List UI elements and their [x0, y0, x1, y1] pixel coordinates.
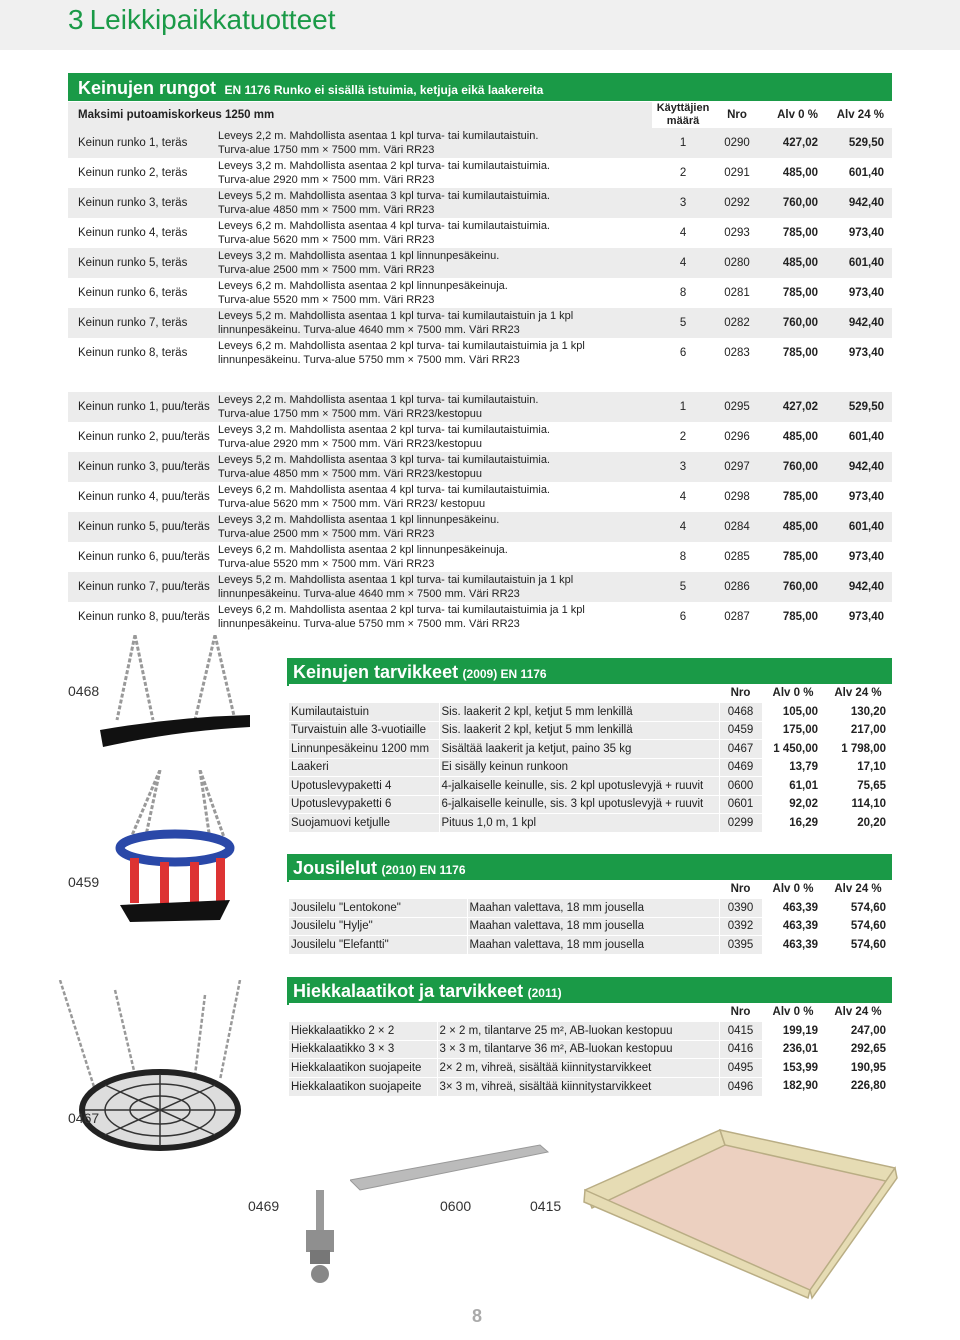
bearing-illustration: [300, 1190, 340, 1290]
frame-price-alv24: 973,40: [848, 551, 884, 563]
frame-users: 1: [679, 137, 687, 149]
frame-name: Keinun runko 6, teräs: [78, 287, 188, 299]
steel-frames-header-row: [68, 102, 892, 128]
frame-name: Keinun runko 8, puu/teräs: [78, 611, 210, 623]
springs-header-title: Jousilelut: [293, 858, 378, 878]
product-description: 6-jalkaiselle keinulle, sis. 3 kpl upotuslevyjä + ruuvit: [439, 795, 719, 814]
product-row: [289, 936, 892, 955]
frame-desc-line1: Leveys 2,2 m. Mahdollista asentaa 1 kpl turva- tai kumilautaistuin.: [218, 130, 539, 142]
product-price-alv0: 13,79: [762, 758, 824, 777]
product-price-alv0: 175,00: [762, 721, 824, 740]
product-price-alv24: 574,60: [824, 917, 892, 936]
frame-price-alv0: 760,00: [782, 461, 818, 473]
frame-desc-line2: Turva-alue 1750 mm × 7500 mm. Väri RR23: [218, 144, 435, 156]
product-name: Linnunpesäkeinu 1200 mm: [289, 740, 439, 759]
frame-row: [68, 248, 892, 278]
product-row: [289, 1022, 892, 1041]
accessories-header-note: (2009) EN 1176: [462, 667, 547, 681]
springs-header-row: [289, 880, 892, 899]
frame-desc-line1: Leveys 5,2 m. Mahdollista asentaa 1 kpl turva- tai kumilautaistuin ja 1 kpl: [218, 310, 574, 322]
frame-price-alv0: 760,00: [782, 581, 818, 593]
section-number: 3: [68, 4, 84, 35]
product-name: Upotuslevypaketti 4: [289, 777, 439, 796]
code-0600: 0600: [440, 1198, 472, 1214]
frame-description: [218, 512, 652, 542]
sandboxes-header-row: [289, 1003, 892, 1022]
code-0469: 0469: [248, 1198, 280, 1214]
springs-table: [289, 880, 893, 954]
product-description: Sis. laakerit 2 kpl, ketjut 5 mm lenkillä: [439, 703, 719, 722]
frame-description: [218, 542, 652, 572]
frame-desc-line2: Turva-alue 1750 mm × 7500 mm. Väri RR23/kestopuu: [218, 408, 483, 420]
frame-desc-line2: Turva-alue 2500 mm × 7500 mm. Väri RR23: [218, 528, 435, 540]
frame-desc-line1: Leveys 3,2 m. Mahdollista asentaa 1 kpl linnunpesäkeinu.: [218, 250, 500, 262]
frame-desc-line2: Turva-alue 2500 mm × 7500 mm. Väri RR23: [218, 264, 435, 276]
frame-row: [68, 278, 892, 308]
col-users: Käyttäjien määrä: [652, 102, 714, 128]
frame-name: Keinun runko 7, teräs: [78, 317, 188, 329]
product-row: [289, 703, 892, 722]
frame-users: 4: [679, 521, 687, 533]
product-name: Suojamuovi ketjulle: [289, 814, 439, 833]
product-row: [289, 758, 892, 777]
frame-nro: 0295: [724, 401, 750, 413]
frame-name: Keinun runko 3, teräs: [78, 197, 188, 209]
product-description: Sis. laakerit 2 kpl, ketjut 5 mm lenkillä: [439, 721, 719, 740]
product-name: Laakeri: [289, 758, 439, 777]
product-price-alv24: 217,00: [824, 721, 892, 740]
product-description: Maahan valettava, 18 mm jousella: [467, 899, 719, 918]
toddler-seat-illustration: [100, 770, 250, 930]
frame-price-alv0: 785,00: [782, 551, 818, 563]
frame-name: Keinun runko 4, teräs: [78, 227, 188, 239]
frame-row: [68, 572, 892, 602]
steel-frames-table: [68, 102, 892, 368]
product-price-alv0: 105,00: [762, 703, 824, 722]
frame-users: 5: [679, 317, 687, 329]
frame-desc-line2: linnunpesäkeinu. Turva-alue 5750 mm × 7500 mm. Väri RR23: [218, 618, 520, 630]
frame-price-alv24: 942,40: [848, 581, 884, 593]
frame-name: Keinun runko 2, teräs: [78, 167, 188, 179]
frame-desc-line1: Leveys 5,2 m. Mahdollista asentaa 3 kpl turva- tai kumilautaistuimia.: [218, 190, 550, 202]
frame-price-alv24: 601,40: [848, 431, 884, 443]
product-price-alv24: 247,00: [824, 1022, 892, 1041]
product-price-alv0: 463,39: [762, 936, 824, 955]
frame-row: [68, 308, 892, 338]
frame-row: [68, 128, 892, 158]
spr-col-alv0: Alv 0 %: [762, 880, 824, 899]
product-row: [289, 1040, 892, 1059]
frame-description: [218, 128, 652, 158]
frame-nro: 0293: [724, 227, 750, 239]
acc-col-alv24: Alv 24 %: [824, 684, 892, 703]
frame-price-alv0: 785,00: [782, 347, 819, 359]
frame-desc-line1: Leveys 2,2 m. Mahdollista asentaa 1 kpl turva- tai kumilautaistuin.: [218, 394, 539, 406]
product-name: Kumilautaistuin: [289, 703, 439, 722]
swing-seat-illustration: [95, 635, 255, 755]
product-description: Maahan valettava, 18 mm jousella: [467, 917, 719, 936]
frame-desc-line2: linnunpesäkeinu. Turva-alue 4640 mm × 7500 mm. Väri RR23: [218, 588, 520, 600]
product-row: [289, 777, 892, 796]
product-name: Turvaistuin alle 3-vuotiaille: [289, 721, 439, 740]
product-description: 2× 2 m, vihreä, sisältää kiinnitystarvikkeet: [437, 1059, 719, 1078]
frame-row: [68, 188, 892, 218]
frame-desc-line1: Leveys 6,2 m. Mahdollista asentaa 4 kpl turva- tai kumilautaistuimia.: [218, 220, 550, 232]
frame-name: Keinun runko 4, puu/teräs: [78, 491, 210, 503]
frame-description: [218, 422, 652, 452]
product-nro: 0299: [719, 814, 762, 833]
frame-desc-line1: Leveys 5,2 m. Mahdollista asentaa 3 kpl turva- tai kumilautaistuimia.: [218, 454, 550, 466]
product-price-alv0: 236,01: [762, 1040, 824, 1059]
product-nro: 0601: [719, 795, 762, 814]
frame-price-alv24: 942,40: [848, 317, 885, 329]
product-name: Jousilelu "Hylje": [289, 917, 467, 936]
product-row: [289, 917, 892, 936]
sandboxes-table: [289, 1003, 893, 1096]
frame-users: 2: [679, 167, 687, 179]
product-nro: 0600: [719, 777, 762, 796]
frame-price-alv24: 973,40: [848, 227, 885, 239]
product-row: [289, 1077, 892, 1096]
product-description: Sisältää laakerit ja ketjut, paino 35 kg: [439, 740, 719, 759]
product-nro: 0496: [719, 1077, 762, 1096]
sand-col-nro: Nro: [719, 1003, 762, 1022]
frame-desc-line2: Turva-alue 4850 mm × 7500 mm. Väri RR23: [218, 204, 435, 216]
frame-price-alv24: 601,40: [848, 521, 884, 533]
frame-price-alv24: 942,40: [848, 197, 885, 209]
frame-nro: 0290: [724, 137, 750, 149]
frame-price-alv24: 973,40: [848, 347, 885, 359]
sand-col-alv24: Alv 24 %: [824, 1003, 892, 1022]
acc-col-nro: Nro: [719, 684, 762, 703]
product-price-alv24: 17,10: [824, 758, 892, 777]
product-row: [289, 795, 892, 814]
frame-price-alv0: 785,00: [782, 491, 818, 503]
sand-col-alv0: Alv 0 %: [762, 1003, 824, 1022]
frame-nro: 0282: [724, 317, 750, 329]
frame-price-alv24: 973,40: [848, 491, 884, 503]
springs-header-note: (2010) EN 1176: [381, 863, 466, 877]
sandbox-illustration: [570, 1120, 900, 1300]
product-price-alv0: 61,01: [762, 777, 824, 796]
frame-users: 6: [679, 611, 687, 623]
frame-desc-line1: Leveys 3,2 m. Mahdollista asentaa 1 kpl linnunpesäkeinu.: [218, 514, 500, 526]
frame-price-alv0: 485,00: [782, 257, 819, 269]
frame-users: 4: [679, 491, 687, 503]
frame-price-alv0: 427,02: [782, 137, 819, 149]
frames-header-title: Keinujen rungot: [78, 78, 216, 98]
product-name: Upotuslevypaketti 6: [289, 795, 439, 814]
frame-price-alv0: 785,00: [782, 287, 819, 299]
frame-nro: 0297: [724, 461, 750, 473]
accessories-header-title: Keinujen tarvikkeet: [293, 662, 459, 682]
frame-price-alv0: 785,00: [782, 227, 819, 239]
frame-desc-line2: Turva-alue 5620 mm × 7500 mm. Väri RR23/ kestopuu: [218, 498, 486, 510]
frame-users: 8: [679, 551, 687, 563]
product-description: Maahan valettava, 18 mm jousella: [467, 936, 719, 955]
frame-description: [218, 278, 652, 308]
code-0467: 0467: [68, 1110, 100, 1126]
frame-row: [68, 512, 892, 542]
frame-desc-line2: Turva-alue 2920 mm × 7500 mm. Väri RR23: [218, 174, 435, 186]
product-nro: 0495: [719, 1059, 762, 1078]
spr-col-nro: Nro: [719, 880, 762, 899]
product-price-alv0: 199,19: [762, 1022, 824, 1041]
product-row: [289, 1059, 892, 1078]
product-name: Jousilelu "Elefantti": [289, 936, 467, 955]
acc-col-alv0: Alv 0 %: [762, 684, 824, 703]
product-nro: 0390: [719, 899, 762, 918]
frame-price-alv0: 760,00: [782, 197, 819, 209]
product-price-alv0: 182,90: [762, 1077, 824, 1096]
frame-name: Keinun runko 1, teräs: [78, 137, 188, 149]
product-nro: 0459: [719, 721, 762, 740]
frame-nro: 0298: [724, 491, 750, 503]
spr-col-alv24: Alv 24 %: [824, 880, 892, 899]
product-nro: 0392: [719, 917, 762, 936]
code-0459: 0459: [68, 874, 100, 890]
accessories-header-row: [289, 684, 892, 703]
sandboxes-header-title: Hiekkalaatikot ja tarvikkeet: [293, 981, 524, 1001]
frame-price-alv24: 529,50: [848, 401, 884, 413]
product-nro: 0469: [719, 758, 762, 777]
frame-row: [68, 422, 892, 452]
section-title: Leikkipaikkatuotteet: [89, 4, 336, 35]
product-price-alv0: 16,29: [762, 814, 824, 833]
frame-nro: 0287: [724, 611, 750, 623]
frame-users: 3: [679, 461, 687, 473]
frame-description: [218, 188, 652, 218]
frame-row: [68, 602, 892, 632]
frame-users: 4: [679, 227, 687, 239]
product-name: Hiekkalaatikon suojapeite: [289, 1077, 437, 1096]
frame-price-alv24: 601,40: [848, 257, 885, 269]
frame-nro: 0291: [724, 167, 750, 179]
frame-description: [218, 452, 652, 482]
frame-name: Keinun runko 5, puu/teräs: [78, 521, 210, 533]
frame-desc-line2: Turva-alue 5620 mm × 7500 mm. Väri RR23: [218, 234, 435, 246]
product-name: Jousilelu "Lentokone": [289, 899, 467, 918]
frame-description: [218, 338, 652, 368]
code-0468: 0468: [68, 683, 100, 699]
frame-name: Keinun runko 2, puu/teräs: [78, 431, 210, 443]
frame-desc-line1: Leveys 5,2 m. Mahdollista asentaa 1 kpl turva- tai kumilautaistuin ja 1 kpl: [218, 574, 574, 586]
frame-description: [218, 482, 652, 512]
product-price-alv24: 292,65: [824, 1040, 892, 1059]
frame-price-alv24: 973,40: [848, 611, 884, 623]
frame-users: 6: [679, 347, 687, 359]
frame-desc-line1: Leveys 3,2 m. Mahdollista asentaa 2 kpl turva- tai kumilautaistuimia.: [218, 424, 550, 436]
nest-swing-illustration: [55, 980, 255, 1160]
frame-row: [68, 542, 892, 572]
frame-users: 2: [679, 431, 687, 443]
frame-name: Keinun runko 1, puu/teräs: [78, 401, 210, 413]
frame-nro: 0292: [724, 197, 750, 209]
frame-nro: 0296: [724, 431, 750, 443]
frame-desc-line2: linnunpesäkeinu. Turva-alue 4640 mm × 7500 mm. Väri RR23: [218, 324, 520, 336]
product-description: 3× 3 m, vihreä, sisältää kiinnitystarvikkeet: [437, 1077, 719, 1096]
product-description: 4-jalkaiselle keinulle, sis. 2 kpl upotuslevyjä + ruuvit: [439, 777, 719, 796]
product-description: Ei sisälly keinun runkoon: [439, 758, 719, 777]
frame-row: [68, 482, 892, 512]
frame-desc-line2: Turva-alue 4850 mm × 7500 mm. Väri RR23/kestopuu: [218, 468, 483, 480]
frame-row: [68, 392, 892, 422]
frame-row: [68, 158, 892, 188]
page-title: [68, 4, 336, 36]
accessories-header: [287, 658, 892, 686]
frame-description: [218, 602, 652, 632]
frame-users: 5: [679, 581, 687, 593]
frame-description: [218, 248, 652, 278]
product-name: Hiekkalaatikon suojapeite: [289, 1059, 437, 1078]
frame-nro: 0280: [724, 257, 750, 269]
product-row: [289, 814, 892, 833]
col-alv0: Alv 0 %: [760, 102, 826, 128]
frame-price-alv24: 529,50: [848, 137, 885, 149]
max-height-label: Maksimi putoamiskorkeus 1250 mm: [78, 109, 275, 121]
frame-nro: 0286: [724, 581, 750, 593]
frame-desc-line1: Leveys 6,2 m. Mahdollista asentaa 4 kpl turva- tai kumilautaistuimia.: [218, 484, 550, 496]
frame-users: 4: [679, 257, 687, 269]
frame-desc-line2: Turva-alue 5520 mm × 7500 mm. Väri RR23: [218, 558, 435, 570]
frame-row: [68, 218, 892, 248]
frame-desc-line1: Leveys 6,2 m. Mahdollista asentaa 2 kpl linnunpesäkeinuja.: [218, 280, 508, 292]
anchor-plate-illustration: [350, 1140, 550, 1200]
frame-price-alv0: 427,02: [782, 401, 818, 413]
wood-frames-table: [68, 392, 892, 632]
frame-name: Keinun runko 3, puu/teräs: [78, 461, 210, 473]
frame-name: Keinun runko 6, puu/teräs: [78, 551, 210, 563]
springs-header: [287, 854, 892, 882]
sandboxes-header: [287, 977, 892, 1005]
frame-price-alv24: 973,40: [848, 287, 885, 299]
product-name: Hiekkalaatikko 3 × 3: [289, 1040, 437, 1059]
frame-description: [218, 308, 652, 338]
product-price-alv24: 114,10: [824, 795, 892, 814]
frame-users: 8: [679, 287, 687, 299]
product-price-alv24: 130,20: [824, 703, 892, 722]
product-price-alv0: 153,99: [762, 1059, 824, 1078]
frame-price-alv0: 785,00: [782, 611, 818, 623]
product-row: [289, 721, 892, 740]
col-nro: Nro: [714, 102, 760, 128]
product-price-alv0: 92,02: [762, 795, 824, 814]
frame-price-alv0: 485,00: [782, 431, 818, 443]
frame-description: [218, 158, 652, 188]
product-price-alv0: 463,39: [762, 899, 824, 918]
frame-price-alv24: 942,40: [848, 461, 884, 473]
sandboxes-header-note: (2011): [527, 986, 562, 1000]
frame-name: Keinun runko 8, teräs: [78, 347, 188, 359]
code-0415: 0415: [530, 1198, 562, 1214]
product-nro: 0415: [719, 1022, 762, 1041]
accessories-table: [289, 684, 893, 832]
product-price-alv24: 574,60: [824, 899, 892, 918]
frame-desc-line2: linnunpesäkeinu. Turva-alue 5750 mm × 7500 mm. Väri RR23: [218, 354, 520, 366]
frames-header: [68, 73, 892, 101]
product-row: [289, 740, 892, 759]
frame-description: [218, 572, 652, 602]
product-price-alv24: 226,80: [824, 1077, 892, 1096]
page-number: 8: [472, 1306, 483, 1326]
frame-row: [68, 452, 892, 482]
product-price-alv24: 1 798,00: [824, 740, 892, 759]
frame-price-alv0: 485,00: [782, 167, 819, 179]
product-price-alv0: 1 450,00: [762, 740, 824, 759]
frame-desc-line1: Leveys 6,2 m. Mahdollista asentaa 2 kpl turva- tai kumilautaistuimia ja 1 kpl: [218, 604, 585, 616]
frame-nro: 0284: [724, 521, 750, 533]
frame-price-alv0: 485,00: [782, 521, 818, 533]
frame-desc-line2: Turva-alue 2920 mm × 7500 mm. Väri RR23/kestopuu: [218, 438, 483, 450]
frame-nro: 0285: [724, 551, 750, 563]
frame-desc-line1: Leveys 6,2 m. Mahdollista asentaa 2 kpl linnunpesäkeinuja.: [218, 544, 508, 556]
frame-price-alv0: 760,00: [782, 317, 819, 329]
product-nro: 0395: [719, 936, 762, 955]
frames-header-note: EN 1176 Runko ei sisällä istuimia, ketjuja eikä laakereita: [224, 83, 544, 97]
frame-description: [218, 218, 652, 248]
frame-name: Keinun runko 5, teräs: [78, 257, 188, 269]
product-nro: 0468: [719, 703, 762, 722]
product-price-alv24: 75,65: [824, 777, 892, 796]
product-nro: 0416: [719, 1040, 762, 1059]
product-price-alv24: 20,20: [824, 814, 892, 833]
frame-row: [68, 338, 892, 368]
product-row: [289, 899, 892, 918]
product-description: Pituus 1,0 m, 1 kpl: [439, 814, 719, 833]
frame-price-alv24: 601,40: [848, 167, 885, 179]
product-price-alv0: 463,39: [762, 917, 824, 936]
product-description: 3 × 3 m, tilantarve 36 m², AB-luokan kestopuu: [437, 1040, 719, 1059]
frame-nro: 0283: [724, 347, 750, 359]
product-price-alv24: 574,60: [824, 936, 892, 955]
product-price-alv24: 190,95: [824, 1059, 892, 1078]
frame-desc-line1: Leveys 3,2 m. Mahdollista asentaa 2 kpl turva- tai kumilautaistuimia.: [218, 160, 550, 172]
product-name: Hiekkalaatikko 2 × 2: [289, 1022, 437, 1041]
frame-users: 3: [679, 197, 687, 209]
product-nro: 0467: [719, 740, 762, 759]
frame-nro: 0281: [724, 287, 750, 299]
frame-desc-line2: Turva-alue 5520 mm × 7500 mm. Väri RR23: [218, 294, 435, 306]
frame-desc-line1: Leveys 6,2 m. Mahdollista asentaa 2 kpl turva- tai kumilautaistuimia ja 1 kpl: [218, 340, 585, 352]
frame-name: Keinun runko 7, puu/teräs: [78, 581, 210, 593]
frame-description: [218, 392, 652, 422]
frame-users: 1: [679, 401, 687, 413]
product-description: 2 × 2 m, tilantarve 25 m², AB-luokan kestopuu: [437, 1022, 719, 1041]
col-alv24: Alv 24 %: [826, 102, 892, 128]
